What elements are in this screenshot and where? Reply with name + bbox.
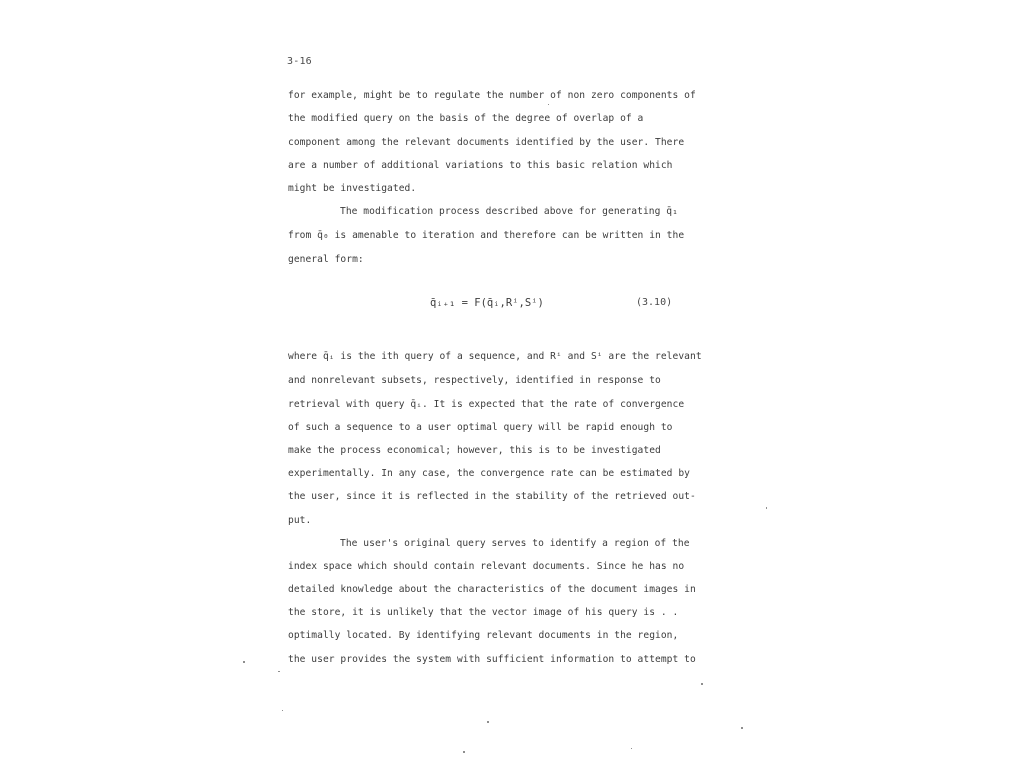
text-line: put.: [288, 515, 312, 526]
text-line: The user's original query serves to identify a region of the: [340, 538, 690, 549]
text-line: the modified query on the basis of the degree of overlap of a: [288, 113, 644, 124]
text-line: the user provides the system with sufficient information to attempt to: [288, 654, 696, 665]
text-line: make the process economical; however, this is to be investigated: [288, 445, 661, 456]
text-line: might be investigated.: [288, 183, 417, 194]
text-line: The modification process described above for generating q̄₁: [340, 206, 678, 217]
text-line: index space which should contain relevant documents. Since he has no: [288, 561, 685, 572]
text-line: retrieval with query q̄ᵢ. It is expected that the rate of convergence: [288, 399, 685, 410]
scan-speck: [487, 721, 489, 723]
scan-speck: [243, 661, 245, 663]
equation-formula: q̄ᵢ₊₁ = F(q̄ᵢ,Rⁱ,Sⁱ): [430, 297, 544, 309]
text-line: the user, since it is reflected in the stability of the retrieved out-: [288, 491, 696, 502]
text-line: experimentally. In any case, the convergence rate can be estimated by: [288, 468, 690, 479]
scan-speck: [548, 104, 549, 105]
text-line: from q̄₀ is amenable to iteration and therefore can be written in the: [288, 230, 685, 241]
scan-speck: [463, 751, 465, 753]
scan-speck: [701, 683, 703, 685]
text-line: and nonrelevant subsets, respectively, identified in response to: [288, 375, 661, 386]
page-number: 3-16: [287, 56, 312, 67]
text-line: of such a sequence to a user optimal query will be rapid enough to: [288, 422, 673, 433]
scan-speck: [741, 727, 743, 729]
text-line: optimally located. By identifying relevant documents in the region,: [288, 630, 679, 641]
text-line: for example, might be to regulate the number of non zero components of: [288, 90, 696, 101]
text-line: are a number of additional variations to this basic relation which: [288, 160, 673, 171]
equation-number: (3.10): [636, 297, 673, 308]
scan-speck: [282, 710, 283, 711]
scan-speck: [631, 748, 632, 749]
text-line: general form:: [288, 254, 364, 265]
text-line: where q̄ᵢ is the ith query of a sequence, and Rⁱ and Sⁱ are the relevant: [288, 351, 702, 362]
text-line: detailed knowledge about the characteristics of the document images in: [288, 584, 696, 595]
text-line: component among the relevant documents identified by the user. There: [288, 137, 685, 148]
scan-speck: [766, 507, 767, 509]
text-line: the store, it is unlikely that the vector image of his query is . .: [288, 607, 679, 618]
scan-speck: [278, 671, 280, 672]
